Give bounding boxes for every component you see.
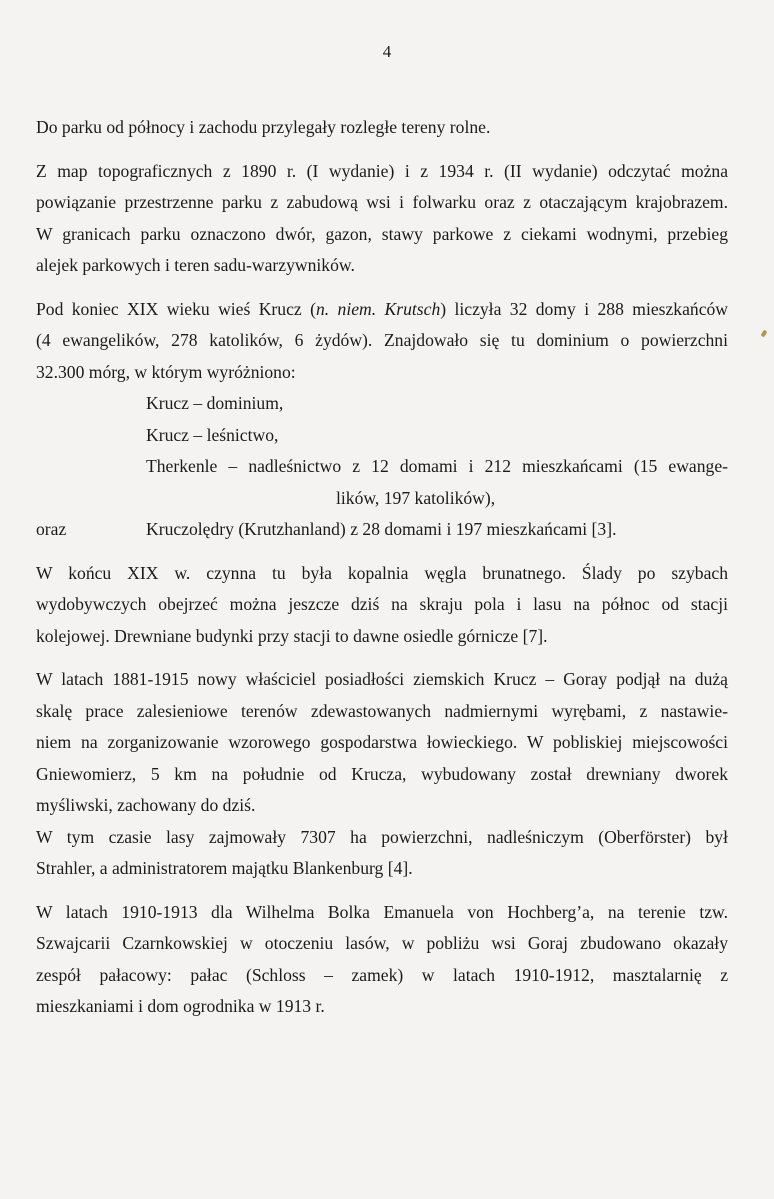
paragraph-3 (36, 294, 728, 389)
paragraph-1 (36, 112, 728, 144)
text-line: W latach 1881-1915 nowy właściciel posiadłości ziemskich Krucz – Goray podjął na dużą (36, 669, 728, 689)
list-item: Krucz – dominium, (146, 393, 284, 413)
text-line: Szwajcarii Czarnkowskiej w otoczeniu lasów, w pobliżu wsi Goraj zbudowano okazały (36, 933, 728, 953)
text-line: W tym czasie lasy zajmowały 7307 ha powierzchni, nadleśniczym (Oberförster) był (36, 826, 728, 847)
text-line: mieszkaniami i dom ogrodnika w 1913 r. (36, 996, 325, 1016)
italic-note: n. niem. Krutsch (315, 298, 441, 319)
text-line: Gniewomierz, 5 km na południe od Krucza, wybudowany został drewniany dworek (36, 763, 728, 784)
paragraph-4 (36, 558, 728, 653)
list-item (146, 451, 728, 514)
text-line: skalę prace zalesieniowe terenów zdewastowanych nadmiernymi wyrębami, z nastawie- (36, 700, 728, 721)
text-line: W granicach parku oznaczono dwór, gazon, stawy parkowe z ciekami wodnymi, przebieg (36, 223, 728, 244)
text-line: zespół pałacowy: pałac (Schloss – zamek) w latach 1910-1912, masztalarnię z (36, 964, 728, 985)
text-line: Strahler, a administratorem majątku Blankenburg [4]. (36, 858, 413, 878)
text-line: niem na zorganizowanie wzorowego gospodarstwa łowieckiego. W pobliskiej miejscowości (36, 732, 728, 752)
list-item: Krucz – leśnictwo, (146, 424, 279, 445)
text-line: lików, 197 katolików), (336, 487, 496, 508)
text-line: Pod koniec XIX wieku wieś Krucz (n. niem. Krutsch) liczyła 32 domy i 288 mieszkańców (36, 298, 729, 319)
text-line: Therkenle – nadleśnictwo z 12 domami i 212 mieszkańcami (15 ewange- (146, 456, 728, 476)
text-line: W końcu XIX w. czynna tu była kopalnia węgla brunatnego. Ślady po szybach (36, 562, 728, 583)
list-label: oraz (36, 519, 67, 539)
text-line: wydobywczych obejrzeć można jeszcze dziś na skraju pola i lasu na północ od stacji (36, 594, 728, 614)
text-line: powiązanie przestrzenne parku z zabudową wsi i folwarku oraz z otaczającym krajobrazem. (36, 192, 728, 212)
page-number: 4 (382, 42, 392, 61)
text-line: (4 ewangelików, 278 katolików, 6 żydów). Znajdowało się tu dominium o powierzchni (36, 330, 728, 350)
paragraph-6 (36, 897, 728, 1023)
paragraph-2 (36, 156, 728, 282)
text-line: Z map topograficznych z 1890 r. (I wydanie) i z 1934 r. (II wydanie) odczytać można (36, 160, 728, 181)
list-text: Kruczolędry (Krutzhanland) z 28 domami i 197 mieszkańcami [3]. (146, 519, 617, 539)
paragraph-5 (36, 664, 728, 885)
document-body (36, 112, 728, 1035)
text-line: W latach 1910-1913 dla Wilhelma Bolka Emanuela von Hochberg’a, na terenie tzw. (36, 901, 728, 922)
text-line: Do parku od północy i zachodu przylegały rozległe tereny rolne. (36, 117, 491, 137)
text-line: alejek parkowych i teren sadu-warzywników. (36, 255, 355, 275)
margin-mark (761, 329, 768, 337)
text-line: myśliwski, zachowany do dziś. (36, 795, 256, 815)
settlement-list (36, 388, 728, 546)
list-item (36, 514, 728, 546)
text-line: 32.300 mórg, w którym wyróżniono: (36, 361, 296, 382)
text-line: kolejowej. Drewniane budynki przy stacji to dawne osiedle górnicze [7]. (36, 625, 548, 646)
